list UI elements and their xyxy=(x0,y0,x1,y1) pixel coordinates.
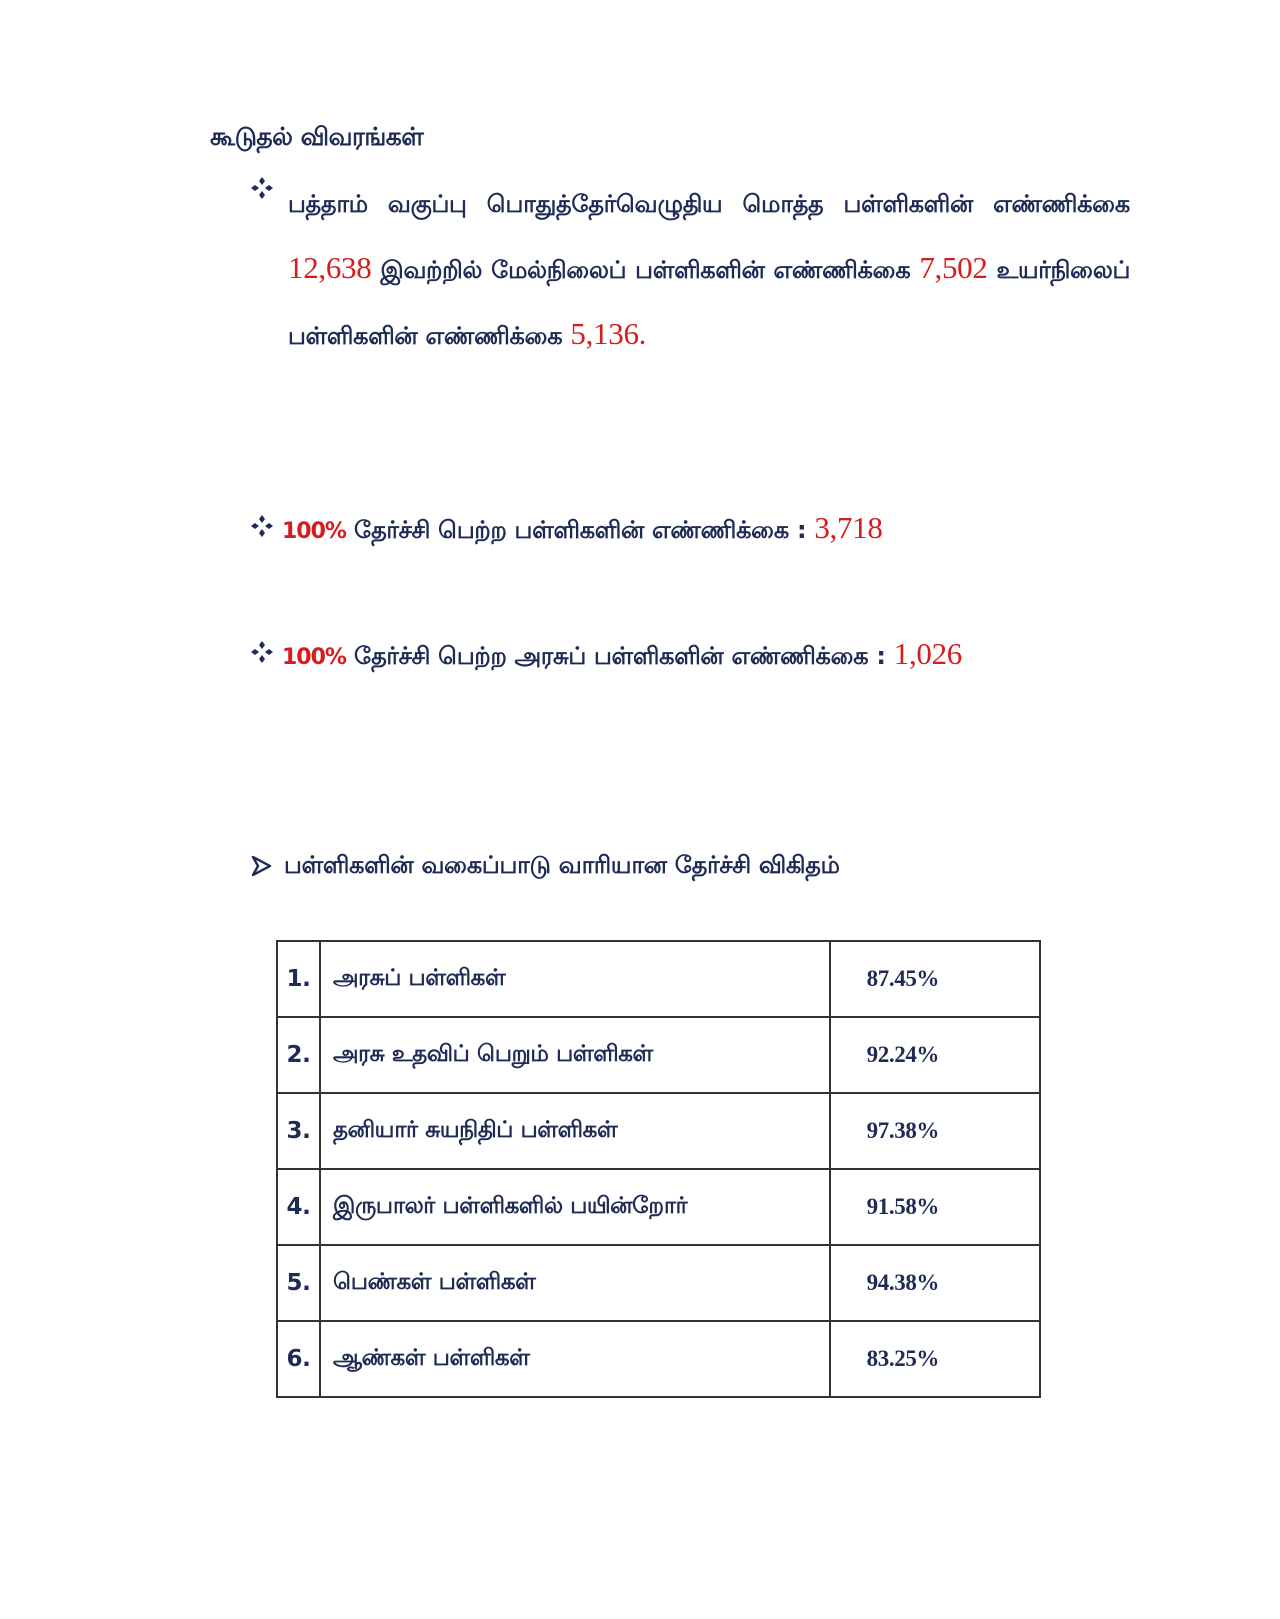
bullet-100-percent-govt-schools xyxy=(250,636,1130,673)
pass-rate-subheading-block xyxy=(250,851,840,882)
total-schools-paragraph xyxy=(288,172,1130,368)
four-diamond-bullet-icon xyxy=(250,640,274,664)
section-heading: கூடுதல் விவரங்கள் xyxy=(210,122,424,151)
high-school-count: 5,136. xyxy=(570,316,647,351)
percent-label: 100% xyxy=(282,519,346,544)
row-number: 6. xyxy=(277,1321,320,1397)
row-number: 1. xyxy=(277,941,320,1017)
100-percent-govt-schools-count: 1,026 xyxy=(893,636,963,671)
higher-secondary-count: 7,502 xyxy=(919,250,988,285)
school-category: இருபாலர் பள்ளிகளில் பயின்றோர் xyxy=(320,1169,830,1245)
row-number: 2. xyxy=(277,1017,320,1093)
four-diamond-bullet-icon xyxy=(250,176,274,200)
table-row xyxy=(277,1169,1040,1245)
row-number: 5. xyxy=(277,1245,320,1321)
table-row xyxy=(277,941,1040,1017)
table-row xyxy=(277,1245,1040,1321)
row-number: 4. xyxy=(277,1169,320,1245)
pass-rate: 91.58% xyxy=(830,1169,1040,1245)
pass-rate-table xyxy=(276,940,1041,1398)
percent-label: 100% xyxy=(282,645,346,670)
total-schools-text: பத்தாம் வகுப்பு பொதுத்தேர்வெழுதிய மொத்த பள்ளிகளின் எண்ணிக்கை xyxy=(288,190,1130,218)
school-category: அரசுப் பள்ளிகள் xyxy=(320,941,830,1017)
school-category: தனியார் சுயநிதிப் பள்ளிகள் xyxy=(320,1093,830,1169)
100-percent-schools-count: 3,718 xyxy=(814,510,883,545)
school-category: அரசு உதவிப் பெறும் பள்ளிகள் xyxy=(320,1017,830,1093)
table-row xyxy=(277,1321,1040,1397)
four-diamond-bullet-icon xyxy=(250,514,274,538)
100-percent-govt-schools-line xyxy=(282,636,1130,673)
pass-rate: 83.25% xyxy=(830,1321,1040,1397)
row-number: 3. xyxy=(277,1093,320,1169)
school-category: பெண்கள் பள்ளிகள் xyxy=(320,1245,830,1321)
table-row xyxy=(277,1093,1040,1169)
bullet-100-percent-schools xyxy=(250,510,1130,547)
pass-rate: 94.38% xyxy=(830,1245,1040,1321)
pass-rate: 97.38% xyxy=(830,1093,1040,1169)
arrowhead-bullet-icon xyxy=(250,855,272,877)
100-percent-schools-text: தேர்ச்சி பெற்ற பள்ளிகளின் எண்ணிக்கை : xyxy=(354,516,807,544)
school-category: ஆண்கள் பள்ளிகள் xyxy=(320,1321,830,1397)
pass-rate: 92.24% xyxy=(830,1017,1040,1093)
high-school-text: உயர்நிலைப் பள்ளிகளின் எண்ணிக்கை xyxy=(288,256,1131,350)
bullet-total-schools xyxy=(250,172,1130,368)
pass-rate: 87.45% xyxy=(830,941,1040,1017)
table-row xyxy=(277,1017,1040,1093)
100-percent-govt-schools-text: தேர்ச்சி பெற்ற அரசுப் பள்ளிகளின் எண்ணிக்கை : xyxy=(354,642,886,670)
100-percent-schools-line xyxy=(282,510,1130,547)
pass-rate-subheading: பள்ளிகளின் வகைப்பாடு வாரியான தேர்ச்சி விகிதம் xyxy=(284,851,840,879)
total-schools-count: 12,638 xyxy=(288,250,372,285)
higher-secondary-text: இவற்றில் மேல்நிலைப் பள்ளிகளின் எண்ணிக்கை xyxy=(380,256,911,284)
